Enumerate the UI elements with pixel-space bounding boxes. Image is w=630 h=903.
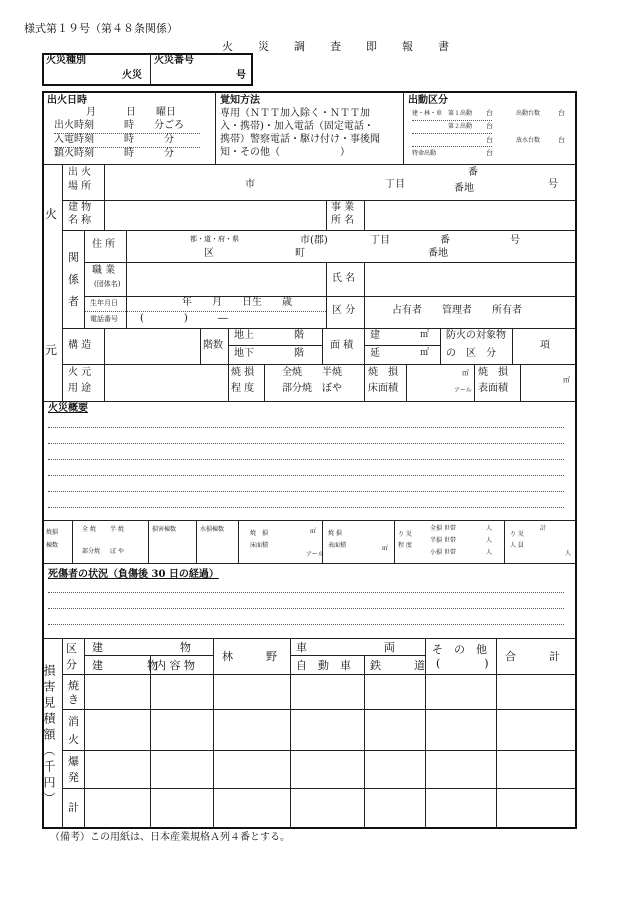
- dispatch-title: 出動区分: [408, 95, 448, 106]
- detection-method-line: 知・その他（ ）: [220, 147, 350, 158]
- call-time-label: 入電時刻: [54, 134, 94, 145]
- prefecture-label: 都・道・府・県: [190, 235, 239, 243]
- victims-label: り 災: [510, 531, 524, 538]
- row-label-explosion: 爆: [68, 755, 79, 768]
- fire-number-label: 火災番号: [154, 55, 194, 66]
- person-unit: 人: [486, 525, 493, 532]
- burn-degree-options: 部分焼 ぼや: [282, 383, 342, 394]
- phone-value: ( ) ―: [140, 313, 228, 324]
- sqm-unit: ㎡: [462, 369, 469, 377]
- above-ground-floors: 地上 階: [234, 330, 304, 341]
- fire-number-suffix: 号: [236, 70, 246, 81]
- water-count-label: 放水台数: [516, 137, 541, 144]
- office-name-label: 所 名: [331, 215, 355, 226]
- birthdate-value: 年 月 日生 歳: [182, 297, 292, 308]
- row-label-explosion: 発: [68, 771, 79, 784]
- damage-degree-label: り 災: [398, 531, 412, 538]
- victims-label: 人 員: [510, 542, 524, 549]
- row-label-extinguish: 消: [68, 715, 79, 728]
- burn-degree-label: 焼 損: [231, 367, 255, 378]
- city-label: 市: [245, 179, 255, 190]
- item-unit: 項: [540, 340, 550, 351]
- detection-method-title: 覚知方法: [220, 95, 260, 106]
- fire-origin-side: 火: [45, 207, 58, 221]
- detection-method-line: 専用（ＮＴＴ加入除く・ＮＴＴ加: [220, 108, 370, 119]
- occupation-label: 職 業: [92, 265, 116, 276]
- detection-method-line: 入・携帯)・加入電話（固定電話・: [220, 121, 374, 132]
- banchi-label: 番地: [454, 183, 474, 194]
- special-dispatch: 特命出動: [412, 150, 437, 157]
- total-header: 合 計: [505, 650, 560, 663]
- origin-use-label: 用 途: [68, 383, 92, 394]
- dispatch-first: 建・林・車 第１出動: [412, 110, 473, 117]
- related-person-label: 者: [68, 295, 79, 308]
- classification-label: 区 分: [332, 305, 356, 316]
- partial-burn-label: 部分焼: [82, 548, 101, 555]
- person-unit: 人: [486, 549, 493, 556]
- sqm-unit: ㎡: [310, 528, 317, 535]
- address-label: 住 所: [92, 239, 116, 250]
- ban-label: 番: [468, 167, 478, 178]
- row-label-burn: 焼: [68, 679, 79, 692]
- other-header: そ の 他: [432, 643, 487, 656]
- total-loss-households: 全損 世帯: [430, 525, 456, 532]
- damage-degree-label: 程 度: [398, 542, 412, 549]
- detection-method-line: 携帯）警察電話・駆け付け・事後聞: [220, 134, 380, 145]
- sqm-unit: ㎡: [420, 348, 430, 358]
- phone-label: 電話番号: [90, 315, 118, 323]
- burned-floor-area-label: 床面積: [368, 383, 398, 394]
- row-label-total: 計: [68, 801, 79, 814]
- damaged-buildings-label: 損害棟数: [152, 526, 177, 533]
- related-person-label: 関: [68, 251, 79, 264]
- datetime-title: 出火日時: [47, 95, 87, 106]
- name-label: 氏 名: [332, 273, 356, 284]
- burned-surface-area-label: 表面積: [478, 383, 508, 394]
- full-burn-label: 全 焼: [82, 526, 96, 533]
- half-loss-households: 半損 世帯: [430, 537, 456, 544]
- burned-surface-area-label: 焼 損: [328, 530, 342, 537]
- are-unit: アール: [454, 387, 472, 394]
- building-name-label: 名 称: [68, 215, 92, 226]
- dispatch-count-label: 出動台数: [516, 110, 541, 117]
- chome-label: 丁目: [385, 179, 405, 190]
- loss-estimate-side: 損害見積額（千円）: [42, 664, 56, 808]
- are-unit: アール: [306, 551, 324, 558]
- fire-prevention-class-label: の 区 分: [446, 348, 496, 359]
- burn-degree-label: 程 度: [231, 383, 255, 394]
- sqm-unit: ㎡: [420, 330, 430, 340]
- ward-label: 区: [204, 248, 214, 259]
- forest-header: 林 野: [222, 650, 277, 663]
- row-label-burn: き: [68, 693, 79, 706]
- railway-header: 鉄 道: [370, 659, 425, 672]
- floors-label: 階数: [203, 340, 223, 351]
- burned-floor-area-label: 床面積: [250, 542, 269, 549]
- place-label: 出 火: [68, 167, 92, 178]
- category-label: 区: [66, 642, 77, 655]
- fire-summary-title: 火災概要: [48, 403, 88, 414]
- burn-degree-options: 全焼 半焼: [282, 367, 342, 378]
- city-county-label: 市(郡): [300, 235, 328, 246]
- person-unit: 人: [565, 550, 572, 557]
- floor-area-label: 延: [370, 348, 380, 359]
- below-ground-floors: 地下 階: [234, 348, 304, 359]
- unit-label: 台: [486, 149, 493, 157]
- page-title: 火 災 調 査 即 報 書: [222, 40, 450, 53]
- minor-loss-households: 小損 世帯: [430, 549, 456, 556]
- office-name-label: 事 業: [331, 202, 355, 213]
- call-time-value: 時 分: [124, 134, 174, 145]
- fire-origin-side: 元: [45, 343, 58, 357]
- extinguish-time-label: 鎮火時刻: [54, 148, 94, 159]
- casualty-title: 死傷者の状況（負傷後 30 日の経過）: [48, 569, 219, 580]
- automobile-header: 自 動 車: [296, 659, 351, 672]
- fire-type-suffix: 火災: [122, 70, 142, 81]
- burned-floor-area-label: 焼 損: [368, 367, 398, 378]
- water-damaged-label: 水損棟数: [200, 526, 225, 533]
- unit-label: 台: [486, 136, 493, 144]
- other-specify: ( ): [436, 657, 489, 670]
- structure-label: 構 造: [68, 340, 92, 351]
- buildings-subheader: 建 物: [92, 659, 158, 672]
- contents-header: 内 容 物: [155, 659, 195, 672]
- burned-surface-area-label: 表面積: [328, 542, 347, 549]
- category-label: 分: [66, 658, 77, 671]
- footnote: （備考）この用紙は、日本産業規格Ａ列４番とする。: [50, 832, 290, 843]
- burned-buildings-label: 焼損: [46, 529, 59, 536]
- chome-label: 丁目: [370, 235, 390, 246]
- burned-surface-area-label: 焼 損: [478, 367, 508, 378]
- burned-floor-area-label: 焼 損: [250, 530, 269, 537]
- half-burn-label: 半 焼: [110, 526, 124, 533]
- burned-buildings-label: 棟数: [46, 542, 59, 549]
- related-person-label: 係: [68, 273, 79, 286]
- extinguish-time-value: 時 分: [124, 148, 174, 159]
- birthdate-label: 生年月日: [90, 299, 118, 307]
- organization-label: (団体名): [94, 280, 121, 288]
- banchi-label: 番地: [428, 248, 448, 259]
- classification-options: 占有者 管理者 所有者: [392, 305, 522, 316]
- ban-label: 番: [440, 235, 450, 246]
- town-label: 町: [295, 248, 305, 259]
- building-area-label: 建: [370, 330, 380, 341]
- form-number: 様式第１９号（第４８条関係）: [24, 22, 178, 35]
- go-label: 号: [510, 235, 520, 246]
- dispatch-second: 第２出動: [448, 123, 473, 130]
- unit-label: 台: [486, 109, 493, 117]
- minor-burn-label: ぼ や: [110, 548, 124, 555]
- sqm-unit: ㎡: [382, 545, 389, 552]
- sqm-unit: ㎡: [563, 376, 570, 384]
- unit-label: 台: [558, 109, 565, 117]
- ignition-time-value: 時 分ごろ: [124, 120, 184, 131]
- unit-label: 台: [558, 136, 565, 144]
- fire-type-label: 火災種別: [46, 55, 86, 66]
- row-label-extinguish: 火: [68, 733, 79, 746]
- person-unit: 人: [486, 537, 493, 544]
- total-label: 計: [540, 525, 547, 532]
- area-label: 面 積: [330, 340, 354, 351]
- go-label: 号: [548, 179, 558, 190]
- buildings-header: 建 物: [92, 641, 191, 654]
- unit-label: 台: [486, 122, 493, 130]
- ignition-time-label: 出火時刻: [54, 120, 94, 131]
- fire-prevention-class-label: 防火の対象物: [446, 330, 506, 341]
- origin-use-label: 火 元: [68, 367, 92, 378]
- vehicles-header: 車 両: [296, 641, 395, 654]
- building-name-label: 建 物: [68, 202, 92, 213]
- place-label: 場 所: [68, 181, 92, 192]
- datetime-date: 月 日 曜日: [86, 107, 176, 118]
